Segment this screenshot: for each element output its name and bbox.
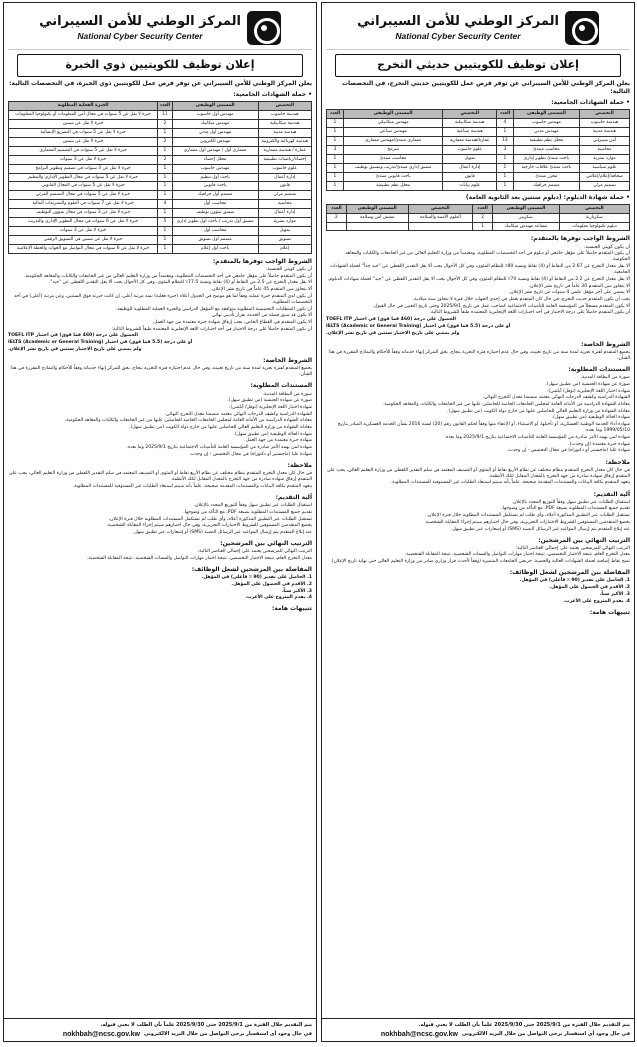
table-row [327, 145, 630, 154]
table-cell: مفتش أمن وسلامة [346, 213, 408, 222]
application-mechanism-heading: آلية التقديم: [275, 494, 312, 502]
table-cell: خبرة لا تقل عن 6 سنوات في مجال التواصل مع الجهات والخطة الإعلامية [9, 245, 158, 254]
document-item: معادلة الشهادة الدراسية من الأمانة العامة لمجلس الجامعات الخاصة للحاصلين عليها من غير الجامعات والكليات والمعاهد الحكومية. [64, 418, 312, 424]
table-cell: باحث قانوني مبتدئ [343, 172, 443, 181]
org-name-arabic: المركز الوطني للأمن السيبراني [39, 13, 241, 29]
ad-intro: يعلن المركز الوطني للأمن السيبراني عن توفر فرص عمل للكويتيين حديثي التخرج، في التخصصات التالية: [341, 79, 630, 95]
table-cell: باحث مبتدئ تطوير إداري [513, 154, 579, 163]
special-condition-item: يخضع المتقدم لفترة تجربة لمدة سنة من تاريخ تعيينه، وفي حال عدم اجتيازه فترة التجربة بنجاح، يحق للمركز إنهاء خدماته وفقاً للأحكام والنماذج المقررة في هذا الشأن. [328, 349, 630, 361]
english-requirements [8, 333, 312, 353]
tiebreak-heading: المفاضلة بين المرشحين لشغل الوظائف: [509, 569, 630, 577]
table-cell: 2 [158, 119, 172, 128]
tiebreak-item: 3. الأكبر سناً. [599, 591, 630, 597]
table-cell: هندسة مدنية [580, 128, 630, 137]
table-row [327, 163, 630, 172]
english-requirement-item: أو على درجة (5.5 فما فوق) في اختبار IELTS (Academic or General Training) [326, 323, 511, 329]
general-condition-item: ألا يقل معدل التخرج عن 2.2 من النقاط أو (4) نقاط ونسبة 70٪ للنظام المئوي، وفي كل الأحوال يجب ألا يقل التقدير اللفظي عن "جيد" لحملة شهادات الدبلوم. [327, 277, 630, 282]
note-item: يتعهد المتقدم بكافة البيانات والمستندات المقدمة صحيحة، علماً بأنه سيتم استبعاد الطلبات غير المستوفية للمستندات المطلوبة. [390, 480, 630, 486]
tiebreak-item: 2. الأقدم في الحصول على المؤهل. [231, 581, 312, 587]
table-cell: 2 [473, 213, 493, 222]
table-cell: 4 [158, 200, 172, 209]
table-row [9, 110, 312, 119]
general-condition-item: أن تكون المتطلبات التخصصية المطلوبة متوافقة مع المؤهل الدراسي والخبرة العملية المطلوبة للوظيفة. [115, 306, 312, 312]
ad-title: إعلان توظيف للكويتيين حديثي التخرج [335, 54, 621, 77]
table-cell: محاسب مبتدئ [513, 145, 579, 154]
table-cell: باحث مبتدئ علاقات خارجية [513, 163, 579, 172]
general-conditions-heading: الشروط الواجب توفرها بالمتقدم: [212, 257, 312, 265]
table-cell: إدارة أعمال [258, 173, 311, 182]
table-cell: تمويل [443, 154, 497, 163]
table-cell: باحث قانوني [172, 182, 258, 191]
table-cell: مصمم أول جرافيك [172, 191, 258, 200]
table-row [9, 128, 312, 137]
table-cell: خبرة لا تقل عن سنتين [9, 137, 158, 146]
ranking-item: معدل التخرج العام، نتيجة الاختبار التخصصي، نتيجة اختبار مهارات التواصل والسمات الشخصية، نتيجة المقابلة الشخصية. [86, 555, 312, 561]
table-cell: علوم حاسوب [443, 145, 497, 154]
table-cell: خبرة لا تقل عن 3 سنوات [9, 227, 158, 236]
general-condition-item: ألا يقل معدل التخرج عن 2.5 من النقاط أو (4) نقاط ونسبة 77.5٪ للنظام المئوي، وفي كل الأحوال يجب ألا يقل التقدير اللفظي عن "جيد". [48, 280, 312, 286]
table-cell: خبرة لا تقل عن 5 سنوات في المجال القانوني [9, 182, 158, 191]
tiebreak-item: 2. الأقدم في الحصول على المؤهل. [549, 585, 630, 591]
table-row [9, 137, 312, 146]
general-condition-item: أن يكون المتقدم حاصلاً على مؤهل جامعي أو دبلوم في أحد التخصصات المطلوبة، ومعتمداً من وزارة التعليم العالي من غير الجامعات والكليات والمعاهد الحكومية. [345, 251, 630, 263]
table-cell: مصمم أول تسويق [172, 236, 258, 245]
general-condition-item: أن يكون المتقدم حاصلاً على درجة الاجتياز في أحد اختبارات اللغة الإنجليزية المعتمدة طبقاً للشروط التالية: [111, 326, 312, 332]
table-cell: مهندس الكتروني [172, 137, 258, 146]
document-item: شهادة اختبار اللغة الإنجليزية (توفل/ آيلتس). [546, 388, 630, 394]
table-cell [408, 222, 473, 231]
table-cell: هندسة كهربائية والكترونية [258, 137, 311, 146]
notes-heading: ملاحظة: [287, 461, 312, 469]
contact-text: في حال وجود أي استفسار يرجى التواصل من خلال البريد الالكتروني [461, 1030, 630, 1037]
documents-heading: المستندات المطلوبة: [250, 382, 312, 390]
special-condition-item: يخضع المتقدم لفترة تجربة لمدة سنة من تاريخ تعيينه، وفي حال عدم اجتيازه فترة التجربة بنجاح، يحق للمركز إنهاء خدماته وفقاً للأحكام والنماذج المقررة في هذا الشأن. [10, 366, 312, 378]
table-cell: 1 [158, 146, 172, 155]
application-mechanism-heading: آلية التقديم: [593, 490, 630, 498]
tiebreak-item: 3. الأكبر سناً. [281, 588, 312, 594]
table-row [327, 213, 630, 222]
table-cell: مهندس صناعي [343, 128, 443, 137]
table-cell: 1 [327, 181, 344, 190]
note-item: في حال كان معدل التخرج للمتقدم بنظام مختلف عن نظام الأربع نقاط أو المئوي أو التصنيف المعتمد في سلم التقدير اللفظي من وزارة التعليم العالي، يجب على المتقدم إرفاق شهادة صادرة من جهة التخرج بالمعدل المقابل لتلك الأنظمة. [8, 471, 312, 483]
general-condition-item: ألا يقل معدل التخرج عن 2.67 من النقاط أو (4) نقاط ونسبة 80٪ للنظام المئوي، وفي كل الأحوال يجب ألا يقل التقدير اللفظي عن "جيد جداً" لحملة الشهادات الجامعية. [329, 264, 630, 276]
table-cell: محاسبة [258, 200, 311, 209]
mechanism-item: تستقبل الطلبات عبر التطبيق المذكورة أعلاه، وأي طلب لم تستكمل المستندات المطلوبة خلال فترة الإعلان. [108, 516, 312, 522]
table-cell: هندسة ميكانيكية [258, 119, 311, 128]
table-cell: هندسة صناعية [443, 128, 497, 137]
ranking-item: تمنح نقاط إضافية لحملة الشهادات العالية والخصية، خريجي الجامعات المتميزة (وفقاً لأحدث قرار وزاري صادر من وزارة التعليم العالي حتى نهاية تاريخ الإعلان). [330, 559, 630, 565]
document-item: شهادة الحالة الوظيفية (من تطبيق سهل). [233, 431, 312, 437]
table-cell: مهندس مدني [513, 128, 579, 137]
final-ranking-heading: الترتيب النهائي بين المرشحين: [538, 536, 630, 544]
mechanism-item: استقبال الطلبات عبر تطبيق سهل وفقاً للتوزيع المحدد بالإعلان. [511, 499, 630, 505]
general-conditions-heading: الشروط الواجب توفرها بالمتقدم: [530, 235, 630, 243]
documents-heading: المستندات المطلوبة: [568, 366, 630, 374]
document-item: شهادة عليا (ماجستير أو دكتوراه) في مجال التخصص - إن وجدت. [507, 448, 630, 454]
application-period: يتم التقديم خلال الفترة من 2025/9/1 حتى 2025/9/30 علماً بأن الطلب لا يعني قبوله. [418, 1021, 630, 1028]
document-item: معادلة الشهادة من وزارة التعليم العالي للحاصلين عليها من خارج دولة الكويت (من تطبيق سهل). [447, 408, 630, 414]
table-cell: مبرمج [343, 145, 443, 154]
table-cell: 1 [158, 191, 172, 200]
table-cell: 1 [327, 119, 344, 128]
english-requirement-item: ولم يمضي على تاريخ الاختبار سنتين في تاريخ نشر الإعلان. [8, 346, 142, 352]
table-cell: باحث أول تنظيم [172, 173, 258, 182]
table-header-cell: التخصص [443, 110, 497, 119]
footer [4, 1018, 316, 1041]
document-item: شهادة لمن يهمه الأمر صادرة من المؤسسة العامة للتأمينات الاجتماعية بتاريخ 2025/9/1 وما بعده. [126, 445, 312, 451]
note-item: في حال كان معدل التخرج للمتقدم بنظام مختلف عن نظام الأربع نقاط أو المئوي أو التصنيف المعتمد في سلم التقدير اللفظي من وزارة التعليم العالي، يجب على المتقدم إرفاق شهادة صادرة من جهة التخرج بالمعدل المقابل لتلك الأنظمة. [326, 467, 630, 479]
table-cell: 1 [497, 154, 514, 163]
table-row [327, 119, 630, 128]
table-row [327, 136, 630, 145]
special-conditions-heading: الشروط الخاصة: [581, 340, 630, 348]
table-cell: 5 [158, 218, 172, 227]
table-cell: خبرة لا تقل عن سنتين [9, 119, 158, 128]
general-condition-item: أن يكون كويتي الجنسية. [265, 267, 312, 273]
application-period: يتم التقديم خلال الفترة من 2025/9/1 حتى 2025/9/30 علماً بأن الطلب لا يعني قبوله. [100, 1021, 312, 1028]
table-cell: 1 [473, 222, 493, 231]
table-cell: 11 [158, 110, 172, 119]
table-row [9, 119, 312, 128]
mechanism-item: عند إبلاغ المتقدم يتم إرسال المواعيد عبر الرسائل النصية (SMS) أو إشعارات عبر تطبيق سهل. [132, 529, 312, 535]
table-row [9, 227, 312, 236]
table-header-row [9, 102, 312, 111]
table-cell: خبرة لا تقل عن 5 سنوات في مجال التصميم المرئي [9, 191, 158, 200]
table-cell: محاسب أول [172, 227, 258, 236]
table-cell: 1 [158, 164, 172, 173]
table-cell [346, 222, 408, 231]
ncsc-logo-icon [247, 11, 281, 45]
table-cell: العلوم الأمنية والسلامة [408, 213, 473, 222]
table-row [9, 182, 312, 191]
document-item: شهادة أداء الخدمة الوطنية العسكرية، أو تأجيلها، أو الاستثناء، أو الإعفاء منها وفقاً لحكم القانون رقم (20) لسنة 2016 بشأن الخدمة العسكرية الصادر بتاريخ 1999/05/10 وما بعده. [337, 422, 630, 434]
ranking-item: الترتيب النهائي للمرشحين يعتمد على إجمالي العناصر التالية: [515, 545, 630, 551]
table-cell: محاسب مبتدئ [343, 154, 443, 163]
section-university: • حملة الشهادات الجامعية: [551, 99, 630, 107]
table-cell: مهندس حاسوب [172, 164, 258, 173]
table-cell: إدارة أعمال [443, 163, 497, 172]
table-header-row [327, 204, 630, 213]
table-cell: هندسة حاسوب [580, 119, 630, 128]
table-cell: محاسب أول [172, 200, 258, 209]
table-cell: 1 [327, 163, 344, 172]
table-cell: موارد بشرية [580, 154, 630, 163]
table-cell: خبرة لا تقل عن 3 سنوات في مجال شؤون التوظيف [9, 209, 158, 218]
table-cell: 1 [158, 236, 172, 245]
table-header-cell: التخصص [408, 204, 473, 213]
table-cell: خبرة لا تقل عن 5 سنوات في مجال التطوير الإداري والتنظيم [9, 173, 158, 182]
section-university: • حملة الشهادات الجامعية: [233, 90, 312, 98]
org-name-english: National Cyber Security Center [77, 30, 203, 41]
english-requirement-item: ولم يمضي على تاريخ الاختبار سنتين في تاريخ نشر الإعلان. [326, 330, 460, 336]
table-cell: مهندس ميكانيك [172, 119, 258, 128]
table-cell: خبرة لا تقل عن 7 سنوات في العلوم والتشريعات المالية [9, 200, 158, 209]
table-row [327, 172, 630, 181]
general-condition-item: يجب أن يكون المتقدم حديث التخرج، في حال كان المتقدم يعمل في إحدى الجهات خلال فترة لا تتجاوز سنة ميلادية. [412, 297, 630, 303]
document-item: شهادة خبرة معتمدة من جهة العمل. [244, 438, 312, 444]
table-cell: علوم حاسوب [258, 164, 311, 173]
table-cell: خبرة لا تقل عن 5 سنوات في التصميم المعماري [9, 146, 158, 155]
table-header-cell: المسمى الوظيفي [513, 110, 579, 119]
general-condition-item: أن يكون المتقدم حاصلاً على درجة الاجتياز في أحد اختبارات اللغة الإنجليزية المعتمدة طبقاً للشروط التالية: [429, 310, 630, 316]
table-row [327, 222, 630, 231]
diploma-jobs-table [326, 204, 630, 232]
org-name [357, 13, 559, 42]
important-notes-heading: تنبيهات هامة: [589, 608, 630, 616]
table-cell: 1 [327, 128, 344, 137]
document-item: صورة عن شهادة الجنسية (من تطبيق سهل). [545, 381, 630, 387]
table-cell: خبرة لا تقل عن 5 سنوات في التشريع الإنشائية [9, 128, 158, 137]
section-diploma: • حملة شهادة الدبلوم: (دبلوم سنتين بعد الثانوية العامة) [465, 193, 630, 201]
table-cell: هندسة حاسوب [258, 110, 311, 119]
note-item: يتعهد المتقدم بكافة البيانات والمستندات المقدمة صحيحة، علماً بأنه سيتم استبعاد الطلبات غير المستوفية للمستندات المطلوبة. [72, 483, 312, 489]
table-cell: تسويق [258, 236, 311, 245]
table-cell: مصمم جرافيك [513, 181, 579, 190]
table-cell: علوم سياسية [580, 163, 630, 172]
tiebreak-item: 4. يقدم المتزوج على الأعزب. [245, 595, 312, 601]
document-item: شهادة لمن يهمه الأمر صادرة من المؤسسة العامة للتأمينات الاجتماعية بتاريخ 2025/9/1 وما بعده. [444, 434, 630, 440]
table-cell: 1 [327, 172, 344, 181]
general-condition-item: أن يكون لدى المتقدم خبرة عملية وفقاً لما هو موضح في الجدول أعلاه (خبرة فعلية) تمتد مرتبة أعلى، إن كانت خبرته فوق السنتين، وعن مرتبة (أعلى) في أحد التخصصات المطلوبة. [13, 293, 312, 305]
table-cell: سكرتارية [559, 213, 629, 222]
table-cell: سكرتير [492, 213, 559, 222]
general-condition-item: ألا يمضي على آخر مؤهل علمي 4 سنوات من تاريخ نشر الإعلان. [508, 290, 630, 296]
university-jobs-table [326, 109, 630, 190]
table-row [9, 209, 312, 218]
general-condition-item: ألا يتجاوز سن المتقدم 45 عاماً في تاريخ نشر الإعلان. [210, 287, 312, 293]
table-cell: باحث أول إعلام [172, 245, 258, 254]
special-conditions-heading: الشروط الخاصة: [263, 357, 312, 364]
ncsc-logo-icon [565, 11, 599, 45]
table-row [9, 155, 312, 164]
table-cell: 13 [497, 136, 514, 145]
table-cell: 1 [158, 245, 172, 254]
table-cell: علوم بيانات [443, 181, 497, 190]
table-cell: منسق أول تدريب / باحث أول تطوير إداري [172, 218, 258, 227]
mechanism-item: يخضع المتقدمين المستوفين للشروط الاختبارات التحريرية، وفي حال اجتيازهم سيتم إجراء المقابلة الشخصية. [106, 523, 312, 529]
table-cell: 1 [158, 227, 172, 236]
document-item: شهادة اختبار اللغة الإنجليزية (توفل/ آيلتس). [228, 404, 312, 410]
english-requirement-item: الحصول على درجة (460 فما فوق) في اختبار TOEFL ITP [326, 317, 456, 323]
table-cell: محلل نظم تطبيقية [513, 136, 579, 145]
table-row [327, 154, 630, 163]
table-cell: مهندس أول مدني [172, 128, 258, 137]
table-cell: خبرة لا تقل عن 3 سنوات [9, 155, 158, 164]
final-ranking-heading: الترتيب النهائي بين المرشحين: [220, 540, 312, 548]
table-cell: هندسة ميكانيكية [443, 119, 497, 128]
tiebreak-item: 1. الحاصل على تقدير (90 ٪ فأعلى) في المؤهل. [201, 575, 312, 581]
notes-heading: ملاحظة: [605, 458, 630, 466]
table-cell: معماري أول / مهندس أول معماري [172, 146, 258, 155]
table-cell: دبلوم تكنولوجيا معلومات [559, 222, 629, 231]
contact-line [326, 1030, 630, 1039]
contact-email-link[interactable]: nokhbah@ncsc.gov.kw [380, 1030, 458, 1038]
table-cell: هندسة مدنية [258, 128, 311, 137]
table-cell: 3 [327, 145, 344, 154]
table-header-cell: العدد [473, 204, 493, 213]
table-row [9, 236, 312, 245]
table-cell: 2 [158, 155, 172, 164]
table-cell: معماري مبتدئ/مهندس معماري [343, 136, 443, 145]
tiebreak-item: 1. الحاصل على تقدير (90 ٪ فأعلى) في المؤهل. [519, 578, 630, 584]
table-cell: 1 [158, 128, 172, 137]
contact-text: في حال وجود أي استفسار يرجى التواصل من خلال البريد الالكتروني [143, 1030, 312, 1037]
english-requirement-item: الحصول على درجة (460 فما فوق) في اختبار TOEFL ITP [8, 333, 138, 339]
org-header [326, 6, 630, 50]
table-cell: أمن سيبراني [580, 136, 630, 145]
table-row [327, 181, 630, 190]
table-header-cell: المسمى الوظيفي [343, 110, 443, 119]
document-item: شهادة الحالة الوظيفية (من تطبيق سهل). [551, 415, 630, 421]
org-header [8, 6, 312, 50]
table-header-cell: الخبرة الفعلية المطلوبة [9, 102, 158, 111]
table-header-cell: التخصص [580, 110, 630, 119]
mechanism-item: تقديم جميع المستندات المطلوبة بصيغة PDF، مع التأكد من وضوحها. [183, 509, 312, 515]
table-cell: 1 [158, 182, 172, 191]
table-cell: 1 [497, 163, 514, 172]
document-item: شهادة خبرة معتمدة (إن وجدت). [568, 441, 630, 447]
general-condition-item: أن يكون كويتي الجنسية. [583, 244, 630, 250]
table-cell: تمويل [258, 227, 311, 236]
table-header-cell: المسمى الوظيفي [346, 204, 408, 213]
document-item: الشهادة الدراسية وكشف الدرجات النهائي معتمد متضمنا معدل التخرج النهائي. [164, 411, 312, 417]
table-cell: 2 [327, 213, 347, 222]
table-cell: قانون [443, 172, 497, 181]
table-cell: 1 [158, 209, 172, 218]
document-item: صورة من البطاقة المدنية. [262, 391, 312, 397]
document-item: شهادة عليا (ماجستير أو دكتوراه) في مجال التخصص - إن وجدت. [189, 451, 312, 457]
mechanism-item: تقديم جميع المستندات المطلوبة بصيغة PDF، مع التأكد من وضوحها. [501, 506, 630, 512]
table-header-cell: العدد [158, 102, 172, 111]
table-cell: 1 [327, 154, 344, 163]
tiebreak-heading: المفاضلة بين المرشحين لشغل الوظائف: [191, 566, 312, 574]
table-cell: 1 [497, 128, 514, 137]
mechanism-item: يخضع المتقدمين المستوفين للشروط الاختبارات التحريرية، وفي حال اجتيازهم سيتم إجراء المقابلة الشخصية. [424, 519, 630, 525]
table-header-row [327, 110, 630, 119]
important-notes-heading: تنبيهات هامة: [271, 605, 312, 613]
document-item: معادلة الشهادة الدراسية من الأمانة العامة لمجلس الجامعات الخاصة للحاصلين عليها من غير الجامعات والكليات والمعاهد الحكومية. [382, 402, 630, 407]
table-cell: إعلام [258, 245, 311, 254]
table-cell [327, 222, 347, 231]
org-name-english: National Cyber Security Center [395, 30, 521, 41]
table-header-cell: العدد [327, 204, 347, 213]
table-cell: تصميم مرئي [580, 181, 630, 190]
english-requirements [326, 317, 630, 337]
table-row [9, 164, 312, 173]
document-item: معادلة الشهادة من وزارة التعليم العالي للحاصلين عليها من خارج دولة الكويت (من تطبيق سهل). [129, 425, 312, 430]
table-cell: مهندس حاسوب [513, 119, 579, 128]
table-cell: 1 [497, 181, 514, 190]
table-cell: 2 [158, 137, 172, 146]
table-cell: موارد بشرية [258, 218, 311, 227]
general-condition-item: ألا يكون قد سبق فصله من الخدمة بقرار تأديبي نهائي. [210, 313, 312, 319]
general-condition-item: ألا يكون المتقدم مسجلاً في المؤسسة العامة للتأمينات الاجتماعية كصاحب عمل في تاريخ 2025/9/1 وحتى تاريخ التعيين في حال القبول. [372, 303, 630, 309]
contact-line [8, 1030, 312, 1039]
experienced-ad [3, 2, 317, 1042]
table-header-cell: المسمى الوظيفي [172, 102, 258, 111]
table-cell: 4 [497, 119, 514, 128]
table-cell: عمارة/هندسة معمارية [443, 136, 497, 145]
graduates-ad [321, 2, 635, 1042]
table-cell: إدارة أعمال [258, 209, 311, 218]
table-cell: محلل إحصاء [172, 155, 258, 164]
contact-email-link[interactable]: nokhbah@ncsc.gov.kw [62, 1030, 140, 1038]
ranking-item: معدل التخرج العام، نتيجة الاختبار التخصصي، نتيجة اختبار مهارات التواصل والسمات الشخصية، نتيجة المقابلة الشخصية. [404, 552, 630, 558]
table-row [9, 218, 312, 227]
table-cell: منسق إداري مبتدئ/تدريب وتنسيق توظيف [343, 163, 443, 172]
general-condition-item: ألا يتجاوز سن المتقدم 30 عاماً في تاريخ نشر الإعلان. [528, 283, 630, 289]
table-cell: محاسبة [580, 145, 630, 154]
table-header-cell: العدد [497, 110, 514, 119]
table-header-cell: التخصص [559, 204, 629, 213]
table-cell: محرر مبتدئ [513, 172, 579, 181]
table-cell: خبرة لا تقل عن سنتين في التسويق الرقمي [9, 236, 158, 245]
mechanism-item: تستقبل الطلبات عبر التطبيق المذكورة أعلاه، وأي طلب لم تستكمل المستندات المطلوبة خلال فترة الإعلان. [426, 513, 630, 519]
table-cell: خبرة لا تقل عن 5 سنوات في مجال أمن المعلومات أو تكنولوجيا المعلومات [9, 110, 158, 119]
english-requirement-item: أو على درجة (5.5 فما فوق) في اختبار IELTS (Academic or General Training) [8, 340, 193, 346]
table-cell: مهندس أول حاسوب [172, 110, 258, 119]
table-cell: محلل نظم تطبيقية [343, 181, 443, 190]
table-header-cell: العدد [327, 110, 344, 119]
table-cell: تصميم مرئي [258, 191, 311, 200]
document-item: صورة عن شهادة الجنسية (من تطبيق سهل). [227, 398, 312, 404]
table-row [9, 191, 312, 200]
table-cell: منسق شؤون توظيف [172, 209, 258, 218]
table-cell: مساعد مهندس ميكانيك [492, 222, 559, 231]
table-cell: إحصاء/رياضيات تطبيقية [258, 155, 311, 164]
ad-title: إعلان توظيف للكويتيين ذوي الخبرة [17, 54, 303, 77]
experienced-jobs-table [8, 101, 312, 254]
table-header-cell: المسمى الوظيفي [492, 204, 559, 213]
ad-intro: يعلن المركز الوطني للأمن السيبراني عن توفر فرص عمل للكويتيين ذوي الخبرة، في التخصصات التالية: [9, 79, 312, 87]
general-condition-item: أن يكون المتقدم حاصلاً على مؤهل جامعي في أحد التخصصات المطلوبة، ومعتمداً من وزارة التعليم العالي من غير الجامعات والكليات والمعاهد الحكومية. [24, 273, 312, 279]
table-cell: مهندس ميكانيكي [343, 119, 443, 128]
table-cell: عمارة / هندسة معمارية [258, 146, 311, 155]
table-row [327, 128, 630, 137]
table-header-cell: التخصص [258, 102, 311, 111]
table-cell: قانون [258, 182, 311, 191]
table-cell: 1 [327, 136, 344, 145]
table-cell: خبرة لا تقل عن 3 سنوات في تصميم وتطوير البرامج [9, 164, 158, 173]
tiebreak-item: 4. يقدم المتزوج على الأعزب. [563, 598, 630, 604]
table-cell: 1 [497, 172, 514, 181]
table-row [9, 245, 312, 254]
document-item: صورة من البطاقة المدنية. [580, 375, 630, 381]
org-name-arabic: المركز الوطني للأمن السيبراني [357, 13, 559, 29]
general-condition-item: ألا يكون المتقدم في القطاع الخاص، يجب إرفاق شهادة خبرة معتمدة من جهة العمل. [152, 320, 312, 326]
table-row [9, 200, 312, 209]
table-cell: صحافة/إعلام/إعلامي [580, 172, 630, 181]
footer [322, 1018, 634, 1041]
table-cell: 1 [158, 173, 172, 182]
document-item: الشهادة الدراسية وكشف الدرجات النهائي معتمد متضمنا معدل التخرج النهائي. [482, 395, 630, 401]
table-cell: 3 [497, 145, 514, 154]
ranking-item: الترتيب النهائي للمرشحين يعتمد على إجمالي العناصر التالية: [197, 549, 312, 555]
mechanism-item: عند إبلاغ المتقدم يتم إرسال المواعيد عبر الرسائل النصية (SMS) أو إشعارات عبر تطبيق سهل. [450, 526, 630, 532]
table-cell: خبرة لا تقل عن 6 سنوات في مجال التطوير الإداري والتدريب [9, 218, 158, 227]
table-row [9, 173, 312, 182]
table-row [9, 146, 312, 155]
mechanism-item: استقبال الطلبات عبر تطبيق سهل وفقاً للتوزيع المحدد بالإعلان. [193, 503, 312, 509]
org-name [39, 13, 241, 42]
